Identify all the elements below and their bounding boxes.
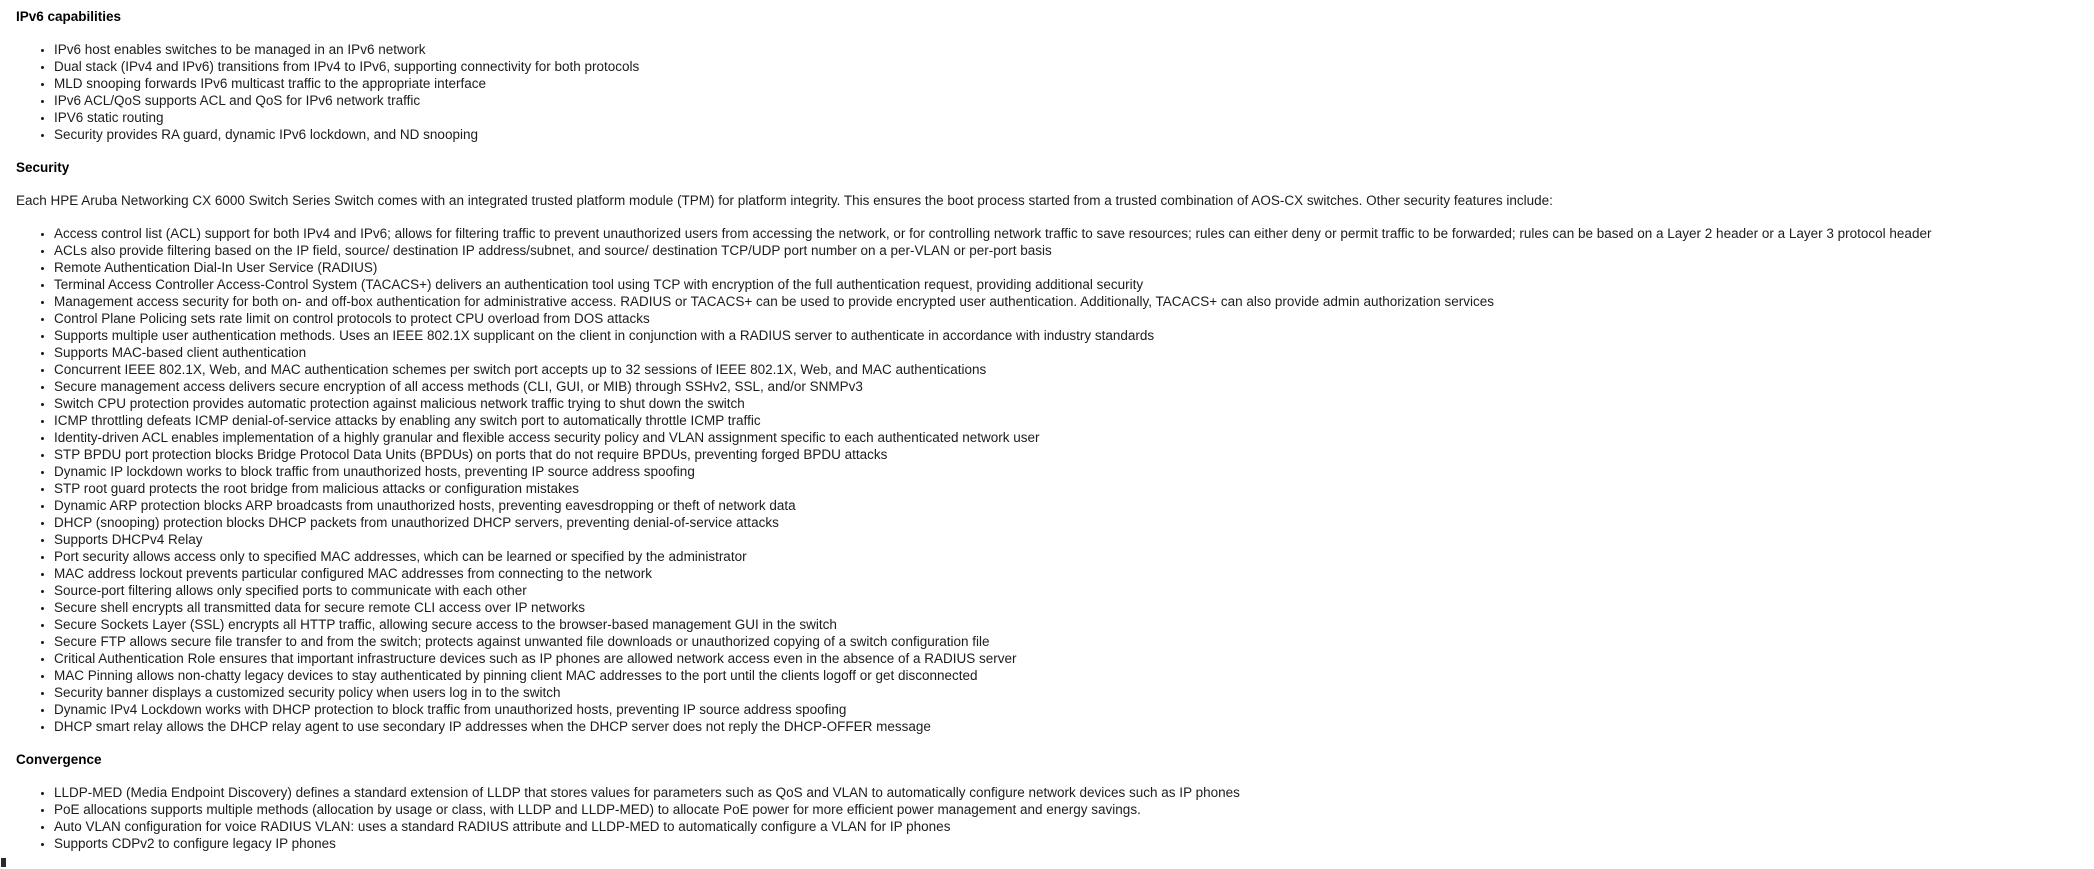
feature-list <box>16 784 2086 852</box>
list-item: • DHCP (snooping) protection blocks DHCP packets from unauthorized DHCP servers, preventing denial-of-service attacks <box>54 514 2086 531</box>
list-item: • ACLs also provide filtering based on the IP field, source/ destination IP address/subnet, and source/ destination TCP/UDP port number on a per-VLAN or per-port basis <box>54 242 2086 259</box>
list-item: • Auto VLAN configuration for voice RADIUS VLAN: uses a standard RADIUS attribute and LLDP-MED to automatically configure a VLAN for IP phones <box>54 818 2086 835</box>
list-item: • Supports MAC-based client authentication <box>54 344 2086 361</box>
list-item: • Supports CDPv2 to configure legacy IP phones <box>54 835 2086 852</box>
list-item: • Concurrent IEEE 802.1X, Web, and MAC authentication schemes per switch port accepts up to 32 sessions of IEEE 802.1X, Web, and MAC authentications <box>54 361 2086 378</box>
list-item: • Supports multiple user authentication methods. Uses an IEEE 802.1X supplicant on the client in conjunction with a RADIUS server to authenticate in accordance with industry standards <box>54 327 2086 344</box>
list-item: • Secure shell encrypts all transmitted data for secure remote CLI access over IP networks <box>54 599 2086 616</box>
list-item: • Remote Authentication Dial-In User Service (RADIUS) <box>54 259 2086 276</box>
list-item: • IPv6 host enables switches to be managed in an IPv6 network <box>54 41 2086 58</box>
section-heading: Security <box>16 160 70 175</box>
feature-list <box>16 225 2086 735</box>
list-item: • DHCP smart relay allows the DHCP relay agent to use secondary IP addresses when the DHCP server does not reply the DHCP-OFFER message <box>54 718 2086 735</box>
list-item: • Critical Authentication Role ensures that important infrastructure devices such as IP phones are allowed network access even in the absence of a RADIUS server <box>54 650 2086 667</box>
list-item: • Dynamic IP lockdown works to block traffic from unauthorized hosts, preventing IP source address spoofing <box>54 463 2086 480</box>
list-item: • Identity-driven ACL enables implementation of a highly granular and flexible access security policy and VLAN assignment specific to each authenticated network user <box>54 429 2086 446</box>
list-item: • Control Plane Policing sets rate limit on control protocols to protect CPU overload from DOS attacks <box>54 310 2086 327</box>
list-item: • Supports DHCPv4 Relay <box>54 531 2086 548</box>
list-item: • IPv6 ACL/QoS supports ACL and QoS for IPv6 network traffic <box>54 92 2086 109</box>
document-section <box>16 751 2086 852</box>
list-item: • MAC Pinning allows non-chatty legacy devices to stay authenticated by pinning client MAC addresses to the port until the clients logoff or get disconnected <box>54 667 2086 684</box>
list-item: • Dynamic ARP protection blocks ARP broadcasts from unauthorized hosts, preventing eavesdropping or theft of network data <box>54 497 2086 514</box>
list-item: • Management access security for both on- and off-box authentication for administrative access. RADIUS or TACACS+ can be used to provide encrypted user authentication. Additionally, TACACS+ can also provide admin authorization services <box>54 293 2086 310</box>
list-item: • IPV6 static routing <box>54 109 2086 126</box>
list-item: • MAC address lockout prevents particular configured MAC addresses from connecting to the network <box>54 565 2086 582</box>
list-item: • Access control list (ACL) support for both IPv4 and IPv6; allows for filtering traffic to prevent unauthorized users from accessing the network, or for controlling network traffic to save resources; rules can either deny or permit traffic to be forwarded; rules can be based on a Layer 2 header or a Layer 3 protocol header <box>54 225 2086 242</box>
section-heading: IPv6 capabilities <box>16 9 122 24</box>
list-item: • Switch CPU protection provides automatic protection against malicious network traffic trying to shut down the switch <box>54 395 2086 412</box>
list-item: • Port security allows access only to specified MAC addresses, which can be learned or specified by the administrator <box>54 548 2086 565</box>
list-item: • STP BPDU port protection blocks Bridge Protocol Data Units (BPDUs) on ports that do not require BPDUs, preventing forged BPDU attacks <box>54 446 2086 463</box>
list-item: • MLD snooping forwards IPv6 multicast traffic to the appropriate interface <box>54 75 2086 92</box>
list-item: • Secure FTP allows secure file transfer to and from the switch; protects against unwanted file downloads or unauthorized copying of a switch configuration file <box>54 633 2086 650</box>
list-item: • Security banner displays a customized security policy when users log in to the switch <box>54 684 2086 701</box>
feature-list <box>16 41 2086 143</box>
list-item: • LLDP-MED (Media Endpoint Discovery) defines a standard extension of LLDP that stores values for parameters such as QoS and VLAN to automatically configure network devices such as IP phones <box>54 784 2086 801</box>
list-item: • STP root guard protects the root bridge from malicious attacks or configuration mistakes <box>54 480 2086 497</box>
document-section <box>16 8 2086 143</box>
list-item: • Secure management access delivers secure encryption of all access methods (CLI, GUI, or MIB) through SSHv2, SSL, and/or SNMPv3 <box>54 378 2086 395</box>
page-edge-artifact <box>1 858 6 867</box>
list-item: • Terminal Access Controller Access-Control System (TACACS+) delivers an authentication tool using TCP with encryption of the full authentication request, providing additional security <box>54 276 2086 293</box>
list-item: • Dynamic IPv4 Lockdown works with DHCP protection to block traffic from unauthorized hosts, preventing IP source address spoofing <box>54 701 2086 718</box>
list-item: • ICMP throttling defeats ICMP denial-of-service attacks by enabling any switch port to automatically throttle ICMP traffic <box>54 412 2086 429</box>
list-item: • Source-port filtering allows only specified ports to communicate with each other <box>54 582 2086 599</box>
list-item: • PoE allocations supports multiple methods (allocation by usage or class, with LLDP and LLDP-MED) to allocate PoE power for more efficient power management and energy savings. <box>54 801 2086 818</box>
list-item: • Security provides RA guard, dynamic IPv6 lockdown, and ND snooping <box>54 126 2086 143</box>
list-item: • Secure Sockets Layer (SSL) encrypts all HTTP traffic, allowing secure access to the browser-based management GUI in the switch <box>54 616 2086 633</box>
document-section <box>16 159 2086 735</box>
list-item: • Dual stack (IPv4 and IPv6) transitions from IPv4 to IPv6, supporting connectivity for both protocols <box>54 58 2086 75</box>
section-intro: Each HPE Aruba Networking CX 6000 Switch Series Switch comes with an integrated trusted platform module (TPM) for platform integrity. This ensures the boot process started from a trusted combination of AOS-CX switches. Other security features include: <box>16 193 1553 208</box>
section-heading: Convergence <box>16 752 102 767</box>
